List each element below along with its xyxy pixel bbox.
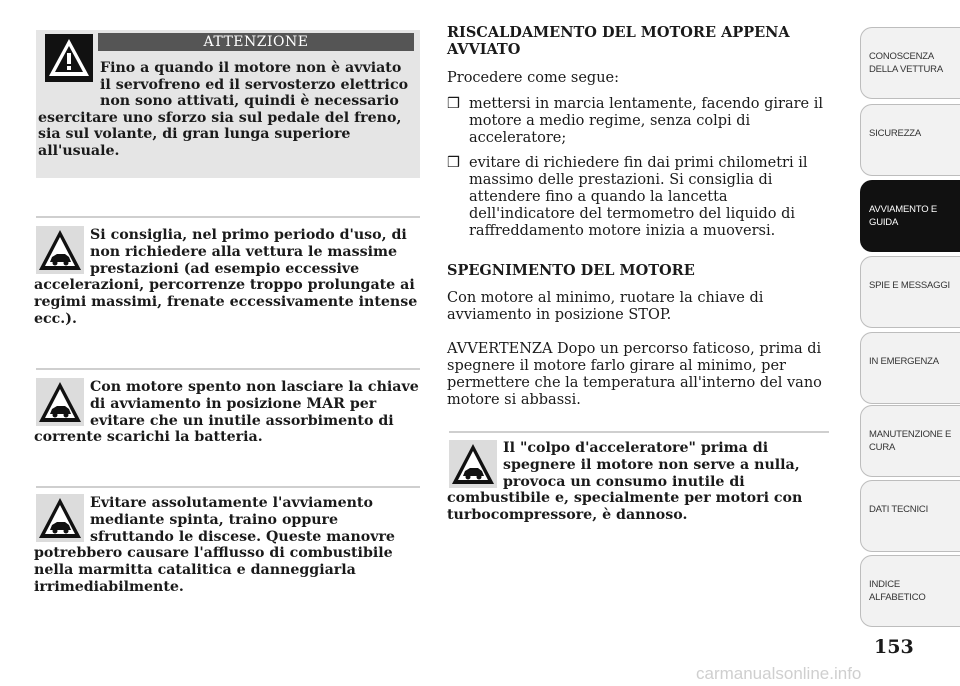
checkbox-bullet-icon: ❒ xyxy=(447,96,460,112)
tab-manutenzione[interactable]: MANUTENZIONE E CURA xyxy=(860,405,960,477)
note-3: Evitare assolutamente l'avviamento mediante spinta, traino oppure sfruttando le discese. Queste manovre potrebbero causare l'afflusso di combustibile nella marmitta catalitica e danneggiarla irrimediabilmente. xyxy=(34,495,395,595)
attention-box xyxy=(36,30,420,178)
note-4: Il "colpo d'acceleratore" prima di spegnere il motore non serve a nulla, provoca un consumo inutile di combustibile e, specialmente per motori con turbocompressore, è dannoso. xyxy=(447,440,803,524)
checkbox-bullet-icon: ❒ xyxy=(447,155,460,171)
note-2: Con motore spento non lasciare la chiave di avviamento in posizione MAR per evitare che un inutile assorbimento di corrente scarichi la batteria. xyxy=(34,379,419,446)
divider xyxy=(36,216,420,218)
divider xyxy=(36,368,420,370)
heading-shutdown: SPEGNIMENTO DEL MOTORE xyxy=(447,262,695,279)
shutdown-warning: AVVERTENZA Dopo un percorso faticoso, prima di spegnere il motore farlo girare al minimo, per permettere che la temperatura all'interno del vano motore si abbassi. xyxy=(447,341,822,408)
tab-sicurezza[interactable]: SICUREZZA xyxy=(860,104,960,176)
tab-indice[interactable]: INDICE ALFABETICO xyxy=(860,555,960,627)
divider xyxy=(36,486,420,488)
divider xyxy=(449,431,829,433)
shutdown-text: Con motore al minimo, ruotare la chiave di avviamento in posizione STOP. xyxy=(447,290,764,323)
watermark: carmanualsonline.info xyxy=(696,664,862,683)
tab-avviamento[interactable]: AVVIAMENTO E GUIDA xyxy=(860,180,960,252)
page-number: 153 xyxy=(874,636,914,658)
tab-dati-tecnici[interactable]: DATI TECNICI xyxy=(860,480,960,552)
heading-warmup: RISCALDAMENTO DEL MOTORE APPENA AVVIATO xyxy=(447,24,790,58)
attention-text: Fino a quando il motore non è avviato il servofreno ed il servosterzo elettrico non sono attivati, quindi è necessario esercitare uno sforzo sia sul pedale del freno, sia sul volante, di gran lunga superiore all'usuale. xyxy=(38,60,409,159)
tab-conoscenza[interactable]: CONOSCENZA DELLA VETTURA xyxy=(860,27,960,99)
tab-emergenza[interactable]: IN EMERGENZA xyxy=(860,332,960,404)
attention-title: ATTENZIONE xyxy=(98,33,414,51)
tab-spie[interactable]: SPIE E MESSAGGI xyxy=(860,256,960,328)
warmup-intro: Procedere come segue: xyxy=(447,70,620,86)
note-1: Si consiglia, nel primo periodo d'uso, di non richiedere alla vettura le massime prestazioni (ad esempio eccessive accelerazioni, percorrenze troppo prolungate ai regimi massimi, frenate eccessivamente intense ecc.). xyxy=(34,227,418,327)
